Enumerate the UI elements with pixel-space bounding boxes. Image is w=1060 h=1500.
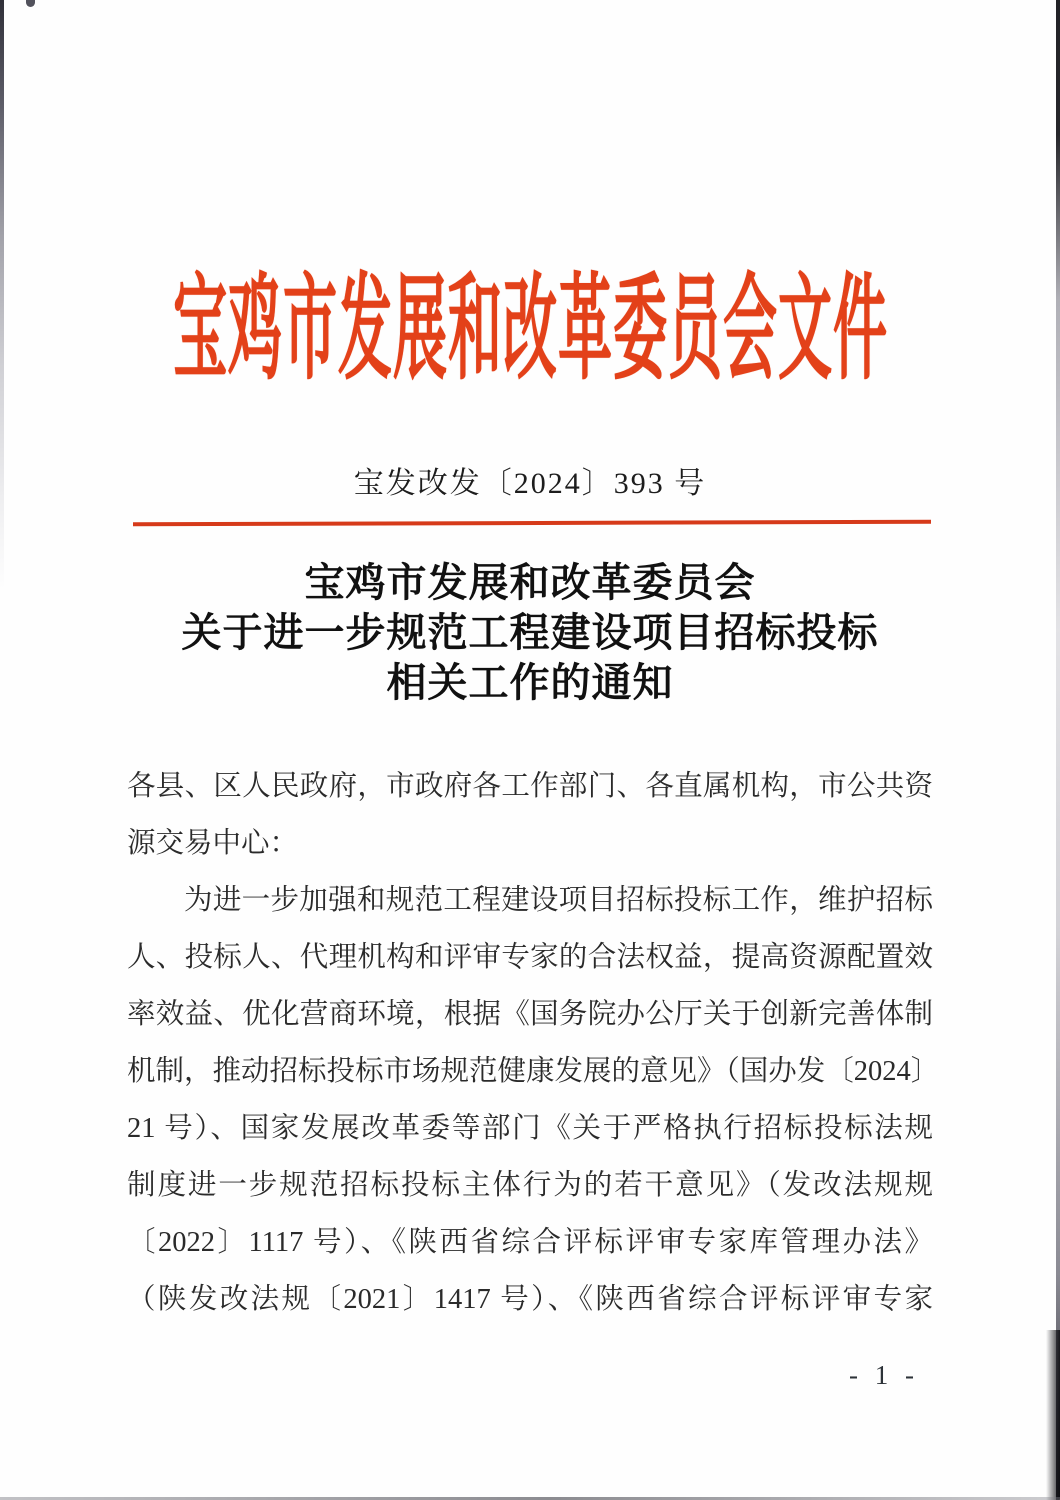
body-line: 率效益、优化营商环境，根据《国务院办公厅关于创新完善体制 [127, 999, 933, 1030]
body-line: 人、投标人、代理机构和评审专家的合法权益，提高资源配置效 [127, 942, 933, 973]
document-title-line: 关于进一步规范工程建设项目招标投标 [181, 610, 879, 655]
body-line: 机制，推动招标投标市场规范健康发展的意见》（国办发〔2024〕 [127, 1056, 940, 1087]
agency-masthead [0, 266, 1060, 393]
body-line: 源交易中心： [127, 828, 299, 859]
agency-masthead-text: 宝鸡市发展和改革委员会文件 [172, 266, 888, 393]
body-line: 制度进一步规范招标投标主体行为的若干意见》（发改法规规 [127, 1170, 933, 1201]
body-line: 为进一步加强和规范工程建设项目招标投标工作，维护招标 [184, 885, 933, 916]
body-line: 〔2022〕1117 号）、《陕西省综合评标评审专家库管理办法》 [127, 1227, 933, 1258]
body-line: （陕发改法规〔2021〕1417 号）、《陕西省综合评标评审专家 [127, 1284, 933, 1315]
page-number: - 1 - [849, 1360, 919, 1390]
scan-artifact-top-left-mark [26, 0, 35, 7]
document-body [127, 758, 940, 1328]
body-line: 各县、区人民政府，市政府各工作部门、各直属机构，市公共资 [127, 771, 933, 802]
document-title-line: 宝鸡市发展和改革委员会 [304, 560, 756, 605]
document-title-line: 相关工作的通知 [386, 660, 674, 705]
document-title [0, 558, 1060, 708]
scan-artifact-right-edge [1056, 0, 1060, 1500]
scan-artifact-bottom-right-shadow [1046, 1330, 1060, 1500]
masthead-divider-rule [133, 520, 931, 527]
body-line: 21 号）、国家发展改革委等部门《关于严格执行招标投标法规 [127, 1113, 933, 1144]
document-number: 宝发改发〔2024〕393 号 [353, 467, 707, 500]
